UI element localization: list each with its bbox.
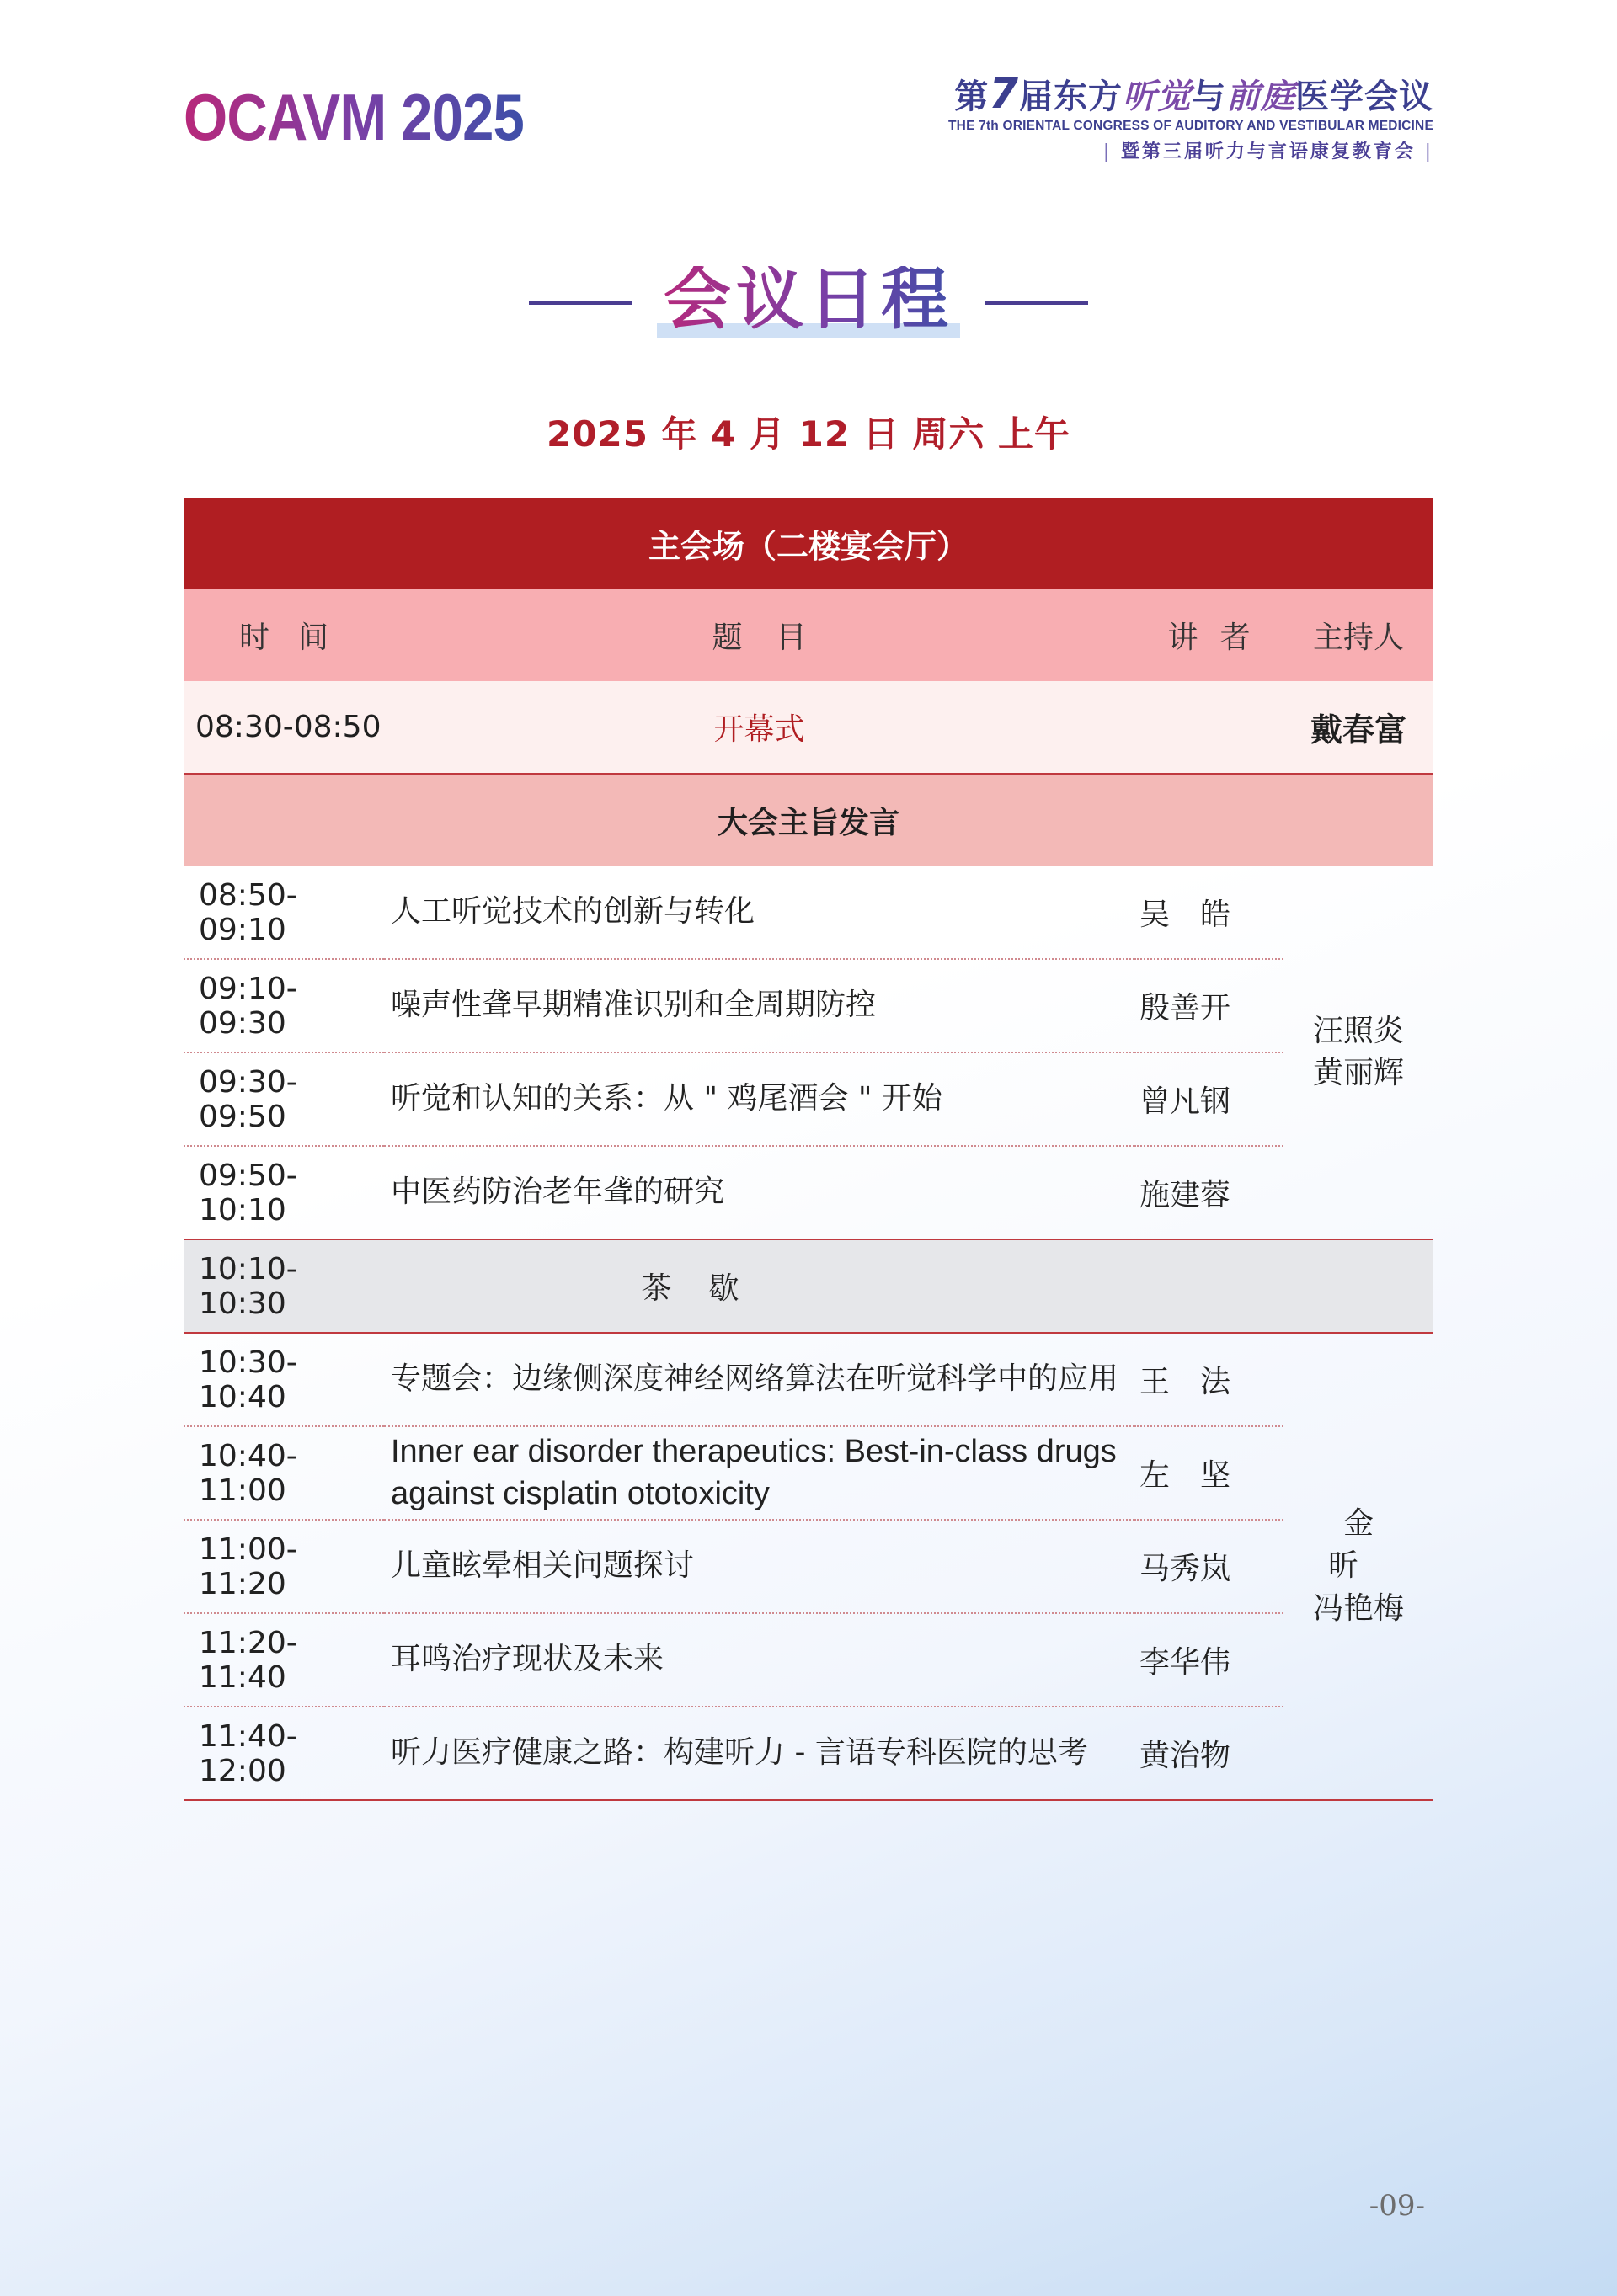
session-speaker: 曾凡钢 — [1134, 1052, 1283, 1146]
conference-logo — [948, 71, 1433, 163]
session-time: 08:50-09:10 — [184, 866, 384, 959]
opening-host: 戴春富 — [1283, 681, 1433, 774]
session-topic: 听力医疗健康之路：构建听力 - 言语专科医院的思考 — [384, 1707, 1134, 1800]
column-header-topic: 题目 — [384, 589, 1134, 681]
schedule-date: 2025 年 4 月 12 日 周六 上午 — [547, 413, 1070, 455]
session-time: 10:30-10:40 — [184, 1333, 384, 1426]
schedule-table — [184, 498, 1433, 1801]
session-topic: 噪声性聋早期精准识别和全周期防控 — [384, 959, 1134, 1052]
table-row — [184, 1146, 1433, 1239]
table-row — [184, 1707, 1433, 1800]
conference-en-title: THE 7th ORIENTAL CONGRESS OF AUDITORY AND VESTIBULAR MEDICINE — [948, 119, 1433, 133]
section-row — [184, 774, 1433, 866]
session-topic: Inner ear disorder therapeutics: Best-in-class drugs against cisplatin ototoxicity — [384, 1426, 1134, 1520]
cn-prefix: 第 — [954, 77, 990, 116]
tea-break-time: 10:10-10:30 — [184, 1239, 384, 1333]
opening-topic: 开幕式 — [384, 681, 1134, 774]
cn-part2: 与 — [1192, 77, 1226, 116]
session-time: 09:10-09:30 — [184, 959, 384, 1052]
column-header-row — [184, 589, 1433, 681]
session-time: 11:20-11:40 — [184, 1613, 384, 1707]
cn-part3: 医学会议 — [1295, 77, 1433, 116]
tea-break-row — [184, 1239, 1433, 1333]
cn-accent1: 听觉 — [1123, 77, 1192, 116]
session-speaker: 施建蓉 — [1134, 1146, 1283, 1239]
session-topic: 耳鸣治疗现状及未来 — [384, 1613, 1134, 1707]
page-title-block — [0, 260, 1617, 338]
session-topic: 儿童眩晕相关问题探讨 — [384, 1520, 1134, 1613]
cn-accent2: 前庭 — [1226, 77, 1295, 116]
session-speaker: 殷善开 — [1134, 959, 1283, 1052]
tea-break-host — [1283, 1239, 1433, 1333]
session-speaker: 左坚 — [1134, 1426, 1283, 1520]
conference-subtitle: | 暨第三届听力与言语康复教育会 | — [1102, 141, 1433, 162]
column-header-host: 主持人 — [1283, 589, 1433, 681]
venue-name: 主会场（二楼宴会厅） — [184, 498, 1433, 589]
host-name: 汪照炎 — [1313, 1013, 1405, 1048]
session-time: 09:30-09:50 — [184, 1052, 384, 1146]
session-topic: 人工听觉技术的创新与转化 — [384, 866, 1134, 959]
host-name: 金昕 — [1328, 1505, 1405, 1584]
session-speaker: 王法 — [1134, 1333, 1283, 1426]
table-row — [184, 959, 1433, 1052]
table-row — [184, 1052, 1433, 1146]
title-line-left — [529, 301, 632, 305]
table-row — [184, 1520, 1433, 1613]
host-name: 黄丽辉 — [1313, 1056, 1405, 1090]
page-title-text: 会议日程 — [664, 260, 953, 338]
session-topic: 专题会：边缘侧深度神经网络算法在听觉科学中的应用 — [384, 1333, 1134, 1426]
host-name: 冯艳梅 — [1313, 1590, 1405, 1626]
session-time: 10:40-11:00 — [184, 1426, 384, 1520]
session-topic: 听觉和认知的关系：从 " 鸡尾酒会 " 开始 — [384, 1052, 1134, 1146]
tea-break-speaker — [1134, 1239, 1283, 1333]
session-hosts — [1283, 866, 1433, 1239]
cn-number: 7 — [989, 69, 1019, 118]
session-time: 11:40-12:00 — [184, 1707, 384, 1800]
tea-break-label: 茶歇 — [384, 1239, 1134, 1333]
session-hosts — [1283, 1333, 1433, 1800]
opening-time: 08:30-08:50 — [184, 681, 384, 774]
title-line-right — [985, 301, 1088, 305]
opening-row — [184, 681, 1433, 774]
session-time: 09:50-10:10 — [184, 1146, 384, 1239]
table-row — [184, 1426, 1433, 1520]
cn-part1: 届东方 — [1019, 77, 1123, 116]
column-header-speaker: 讲者 — [1134, 589, 1283, 681]
conference-cn-title — [948, 71, 1433, 117]
conference-sub-text: 暨第三届听力与言语康复教育会 — [1120, 141, 1416, 162]
table-row — [184, 1613, 1433, 1707]
session-time: 11:00-11:20 — [184, 1520, 384, 1613]
session-speaker: 马秀岚 — [1134, 1520, 1283, 1613]
session-speaker: 吴皓 — [1134, 866, 1283, 959]
session-topic: 中医药防治老年聋的研究 — [384, 1146, 1134, 1239]
venue-row — [184, 498, 1433, 589]
page-number: -09- — [1369, 2189, 1425, 2223]
section-title: 大会主旨发言 — [184, 774, 1433, 866]
page-title — [652, 260, 965, 338]
table-row — [184, 1333, 1433, 1426]
opening-speaker — [1134, 681, 1283, 774]
ocavm-logo: OCAVM 2025 — [184, 80, 524, 154]
session-speaker: 李华伟 — [1134, 1613, 1283, 1707]
table-row — [184, 866, 1433, 959]
session-speaker: 黄治物 — [1134, 1707, 1283, 1800]
column-header-time: 时间 — [184, 589, 384, 681]
